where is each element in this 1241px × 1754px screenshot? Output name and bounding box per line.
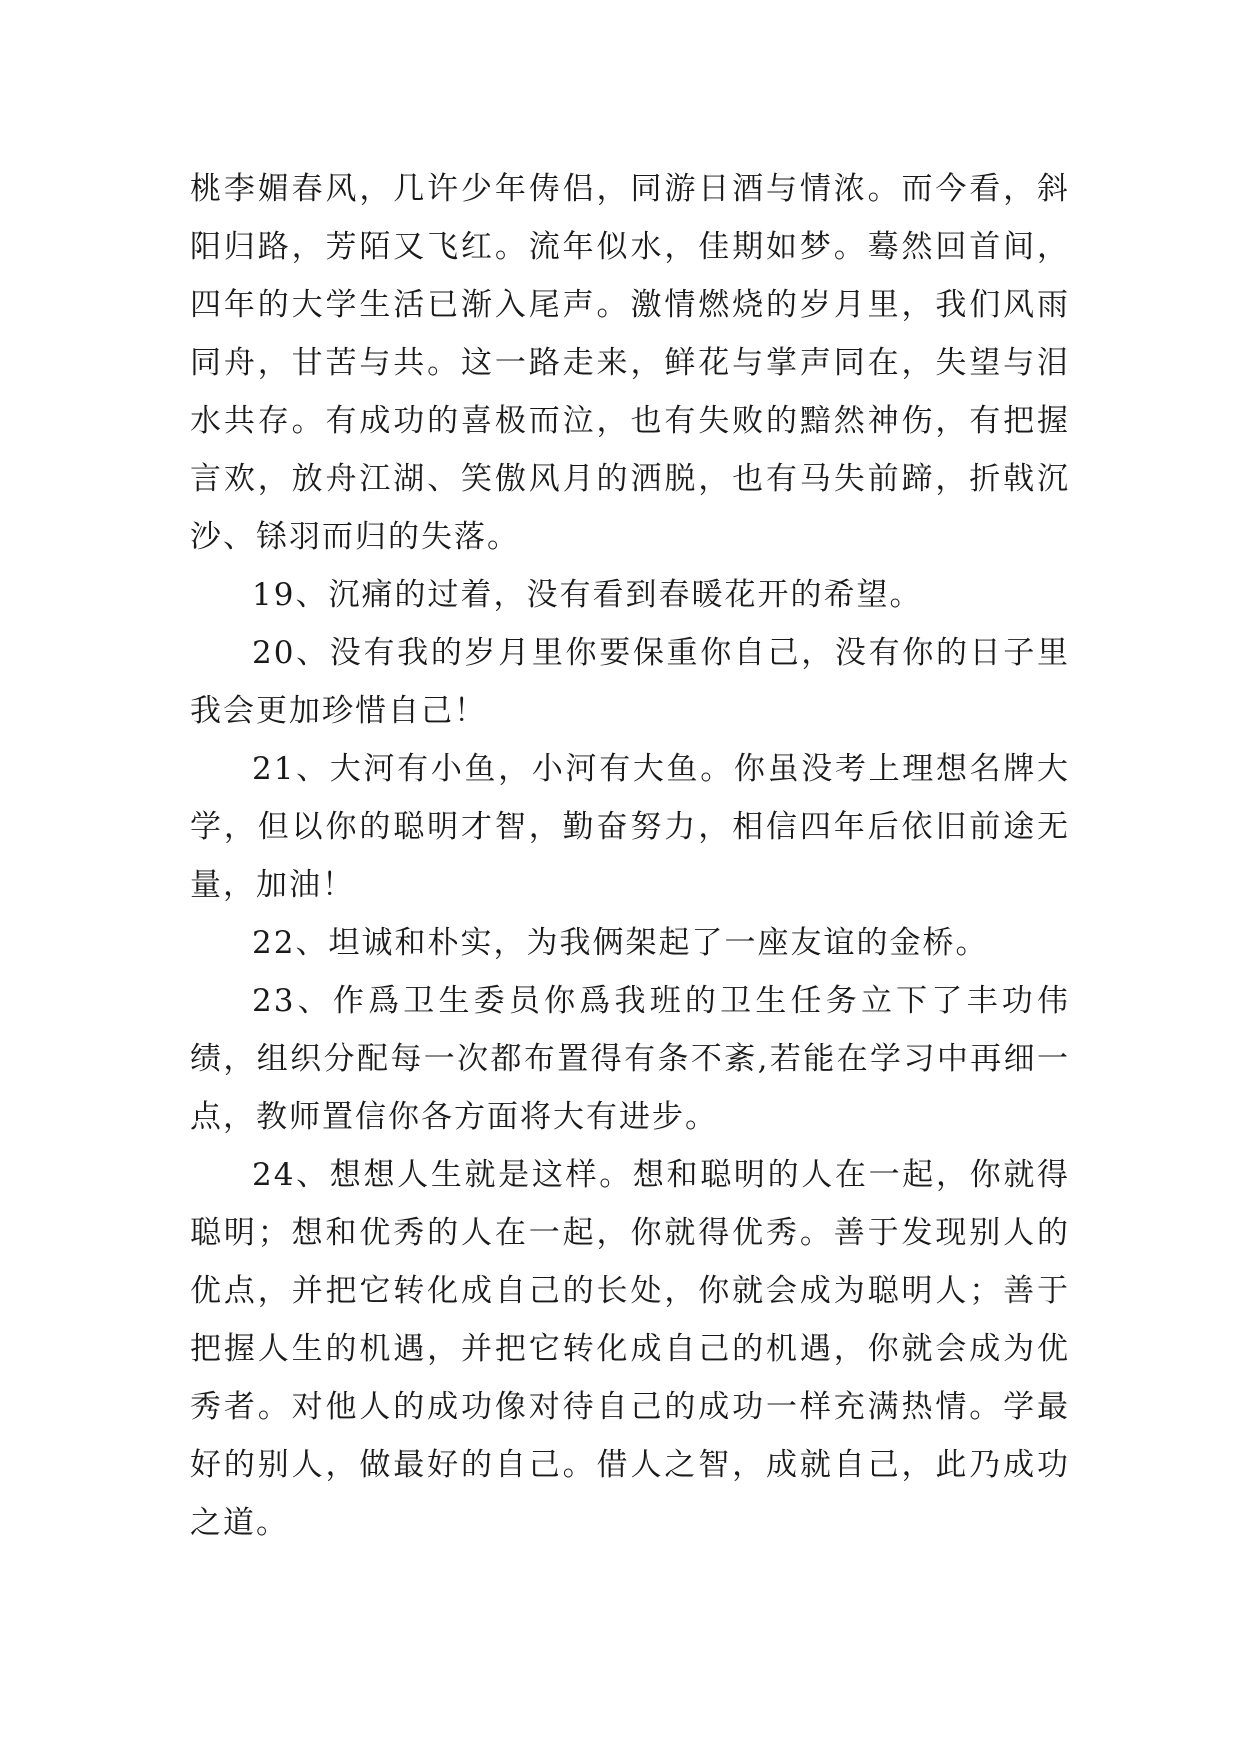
paragraph-continuation: 桃李媚春风，几许少年俦侣，同游日酒与情浓。而今看，斜阳归路，芳陌又飞红。流年似水，佳期如梦。蓦然回首间，四年的大学生活已渐入尾声。激情燃烧的岁月里，我们风雨同舟，甘苦与共。这一路走来，鲜花与掌声同在，失望与泪水共存。有成功的喜极而泣，也有失败的黯然神伤，有把握言欢，放舟江湖、笑傲风月的洒脱，也有马失前蹄，折戟沉沙、铩羽而归的失落。 (190, 171, 1070, 555)
paragraph-23: 23、作爲卫生委员你爲我班的卫生任务立下了丰功伟绩，组织分配每一次都布置得有条不紊,若能在学习中再细一点，教师置信你各方面将大有进步。 (190, 983, 1070, 1135)
paragraph-24: 24、想想人生就是这样。想和聪明的人在一起，你就得聪明；想和优秀的人在一起，你就得优秀。善于发现别人的优点，并把它转化成自己的长处，你就会成为聪明人；善于把握人生的机遇，并把它转化成自己的机遇，你就会成为优秀者。对他人的成功像对待自己的成功一样充满热情。学最好的别人，做最好的自己。借人之智，成就自己，此乃成功之道。 (190, 1157, 1070, 1541)
paragraph-20: 20、没有我的岁月里你要保重你自己，没有你的日子里我会更加珍惜自己！ (190, 635, 1070, 729)
paragraph-19: 19、沉痛的过着，没有看到春暖花开的希望。 (252, 577, 923, 613)
paragraph-22: 22、坦诚和朴实，为我俩架起了一座友谊的金桥。 (252, 925, 989, 961)
paragraph-21: 21、大河有小鱼，小河有大鱼。你虽没考上理想名牌大学，但以你的聪明才智，勤奋努力，相信四年后依旧前途无量，加油！ (190, 751, 1070, 903)
document-body (190, 160, 1070, 1552)
